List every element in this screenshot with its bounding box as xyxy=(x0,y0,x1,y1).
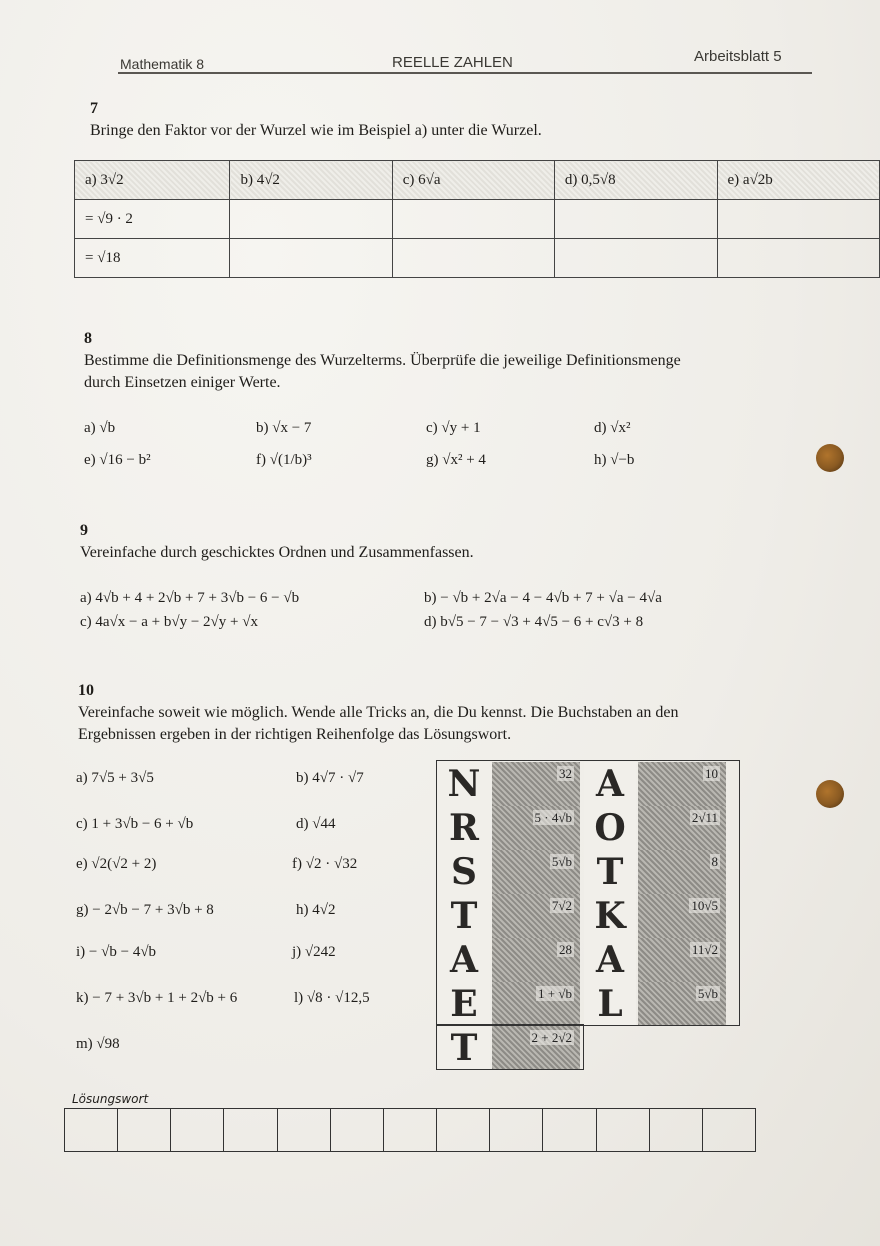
task-7-cell[interactable] xyxy=(554,200,717,239)
answer-grid xyxy=(436,760,740,1068)
grid-border-last xyxy=(436,1024,584,1070)
grid-result: 2 + 2√2 xyxy=(492,1026,580,1070)
grid-letter: E xyxy=(438,982,490,1026)
grid-letter: A xyxy=(438,938,490,982)
task-7-cell[interactable] xyxy=(554,239,717,278)
task-7-header-d: d) 0,5√8 xyxy=(554,161,717,200)
grid-letter: A xyxy=(584,938,636,982)
solution-box[interactable] xyxy=(597,1109,650,1151)
task-8-item-d: d) √x² xyxy=(594,420,631,436)
header-rule xyxy=(118,72,812,74)
task-10-item-a: a) 7√5 + 3√5 xyxy=(76,770,154,786)
task-10-item-f: f) √2 · √32 xyxy=(292,856,358,872)
task-10-item-h: h) 4√2 xyxy=(296,902,336,918)
task-7-example-row1: = √9 · 2 xyxy=(75,200,230,239)
task-7-header-c: c) 6√a xyxy=(392,161,554,200)
task-9-instruction: Vereinfache durch geschicktes Ordnen und Zusammenfassen. xyxy=(80,544,474,561)
task-8-item-g: g) √x² + 4 xyxy=(426,452,486,468)
task-7-cell[interactable] xyxy=(230,239,392,278)
task-10-instruction-2: Ergebnissen ergeben in der richtigen Reihenfolge das Lösungswort. xyxy=(78,726,512,743)
grid-result: 1 + √b xyxy=(492,982,580,1026)
grid-letter: A xyxy=(584,762,636,806)
solution-box[interactable] xyxy=(278,1109,331,1151)
task-10-item-d: d) √44 xyxy=(296,816,336,832)
task-9-item-c: c) 4a√x − a + b√y − 2√y + √x xyxy=(80,614,258,630)
grid-letter: T xyxy=(438,894,490,938)
grid-letter: R xyxy=(438,806,490,850)
grid-result: 11√2 xyxy=(638,938,726,982)
solution-box[interactable] xyxy=(703,1109,755,1151)
task-9-item-d: d) b√5 − 7 − √3 + 4√5 − 6 + c√3 + 8 xyxy=(424,614,644,630)
grid-result: 2√11 xyxy=(638,806,726,850)
solution-box[interactable] xyxy=(118,1109,171,1151)
grid-result: 5 · 4√b xyxy=(492,806,580,850)
grid-letter: S xyxy=(438,850,490,894)
grid-letter: T xyxy=(438,1026,490,1070)
task-9-item-b: b) − √b + 2√a − 4 − 4√b + 7 + √a − 4√a xyxy=(424,590,662,606)
task-10-item-e: e) √2(√2 + 2) xyxy=(76,856,157,872)
task-7-number: 7 xyxy=(90,100,98,117)
grid-result: 5√b xyxy=(638,982,726,1026)
task-10-item-l: l) √8 · √12,5 xyxy=(294,990,370,1006)
task-10-item-i: i) − √b − 4√b xyxy=(76,944,157,960)
solution-label: Lösungswort xyxy=(72,1092,149,1106)
task-9-number: 9 xyxy=(80,522,88,539)
punch-hole-bottom xyxy=(816,780,844,808)
solution-box[interactable] xyxy=(384,1109,437,1151)
task-7-cell[interactable] xyxy=(392,200,554,239)
task-7-header-e: e) a√2b xyxy=(717,161,879,200)
task-8-item-f: f) √(1/b)³ xyxy=(256,452,312,468)
task-10-item-k: k) − 7 + 3√b + 1 + 2√b + 6 xyxy=(76,990,238,1006)
task-7-header-b: b) 4√2 xyxy=(230,161,392,200)
task-7-instruction: Bringe den Faktor vor der Wurzel wie im Beispiel a) unter die Wurzel. xyxy=(90,122,542,139)
solution-box[interactable] xyxy=(331,1109,384,1151)
task-7-cell[interactable] xyxy=(717,239,879,278)
grid-letter: T xyxy=(584,850,636,894)
task-7-table xyxy=(74,160,880,278)
task-8-item-e: e) √16 − b² xyxy=(84,452,151,468)
task-10-number: 10 xyxy=(78,682,94,699)
grid-result: 10√5 xyxy=(638,894,726,938)
task-7-cell[interactable] xyxy=(392,239,554,278)
solution-box[interactable] xyxy=(65,1109,118,1151)
grid-result: 10 xyxy=(638,762,726,806)
task-10-item-b: b) 4√7 · √7 xyxy=(296,770,364,786)
solution-box[interactable] xyxy=(650,1109,703,1151)
grid-result: 5√b xyxy=(492,850,580,894)
task-8-item-b: b) √x − 7 xyxy=(256,420,312,436)
header-title: REELLE ZAHLEN xyxy=(392,54,513,71)
grid-letter: L xyxy=(584,982,636,1026)
punch-hole-top xyxy=(816,444,844,472)
grid-letter: O xyxy=(584,806,636,850)
task-8-item-a: a) √b xyxy=(84,420,116,436)
task-8-number: 8 xyxy=(84,330,92,347)
task-10-instruction-1: Vereinfache soweit wie möglich. Wende alle Tricks an, die Du kennst. Die Buchstaben an den xyxy=(78,704,679,721)
task-10-item-g: g) − 2√b − 7 + 3√b + 8 xyxy=(76,902,214,918)
task-8-instruction-2: durch Einsetzen einiger Werte. xyxy=(84,374,281,391)
solution-word-boxes[interactable] xyxy=(64,1108,756,1152)
task-8-instruction-1: Bestimme die Definitionsmenge des Wurzelterms. Überprüfe die jeweilige Definitionsmenge xyxy=(84,352,681,369)
grid-letter: N xyxy=(438,762,490,806)
header-subject: Mathematik 8 xyxy=(120,56,205,72)
task-8-item-h: h) √−b xyxy=(594,452,635,468)
task-10-item-c: c) 1 + 3√b − 6 + √b xyxy=(76,816,194,832)
task-9-item-a: a) 4√b + 4 + 2√b + 7 + 3√b − 6 − √b xyxy=(80,590,300,606)
task-10-item-j: j) √242 xyxy=(292,944,336,960)
task-7-header-a: a) 3√2 xyxy=(75,161,230,200)
grid-result: 8 xyxy=(638,850,726,894)
grid-result: 28 xyxy=(492,938,580,982)
grid-border xyxy=(436,760,740,1026)
solution-box[interactable] xyxy=(543,1109,596,1151)
grid-letter: K xyxy=(584,894,636,938)
task-7-example-row2: = √18 xyxy=(75,239,230,278)
grid-result: 32 xyxy=(492,762,580,806)
solution-box[interactable] xyxy=(171,1109,224,1151)
solution-box[interactable] xyxy=(490,1109,543,1151)
header-sheet: Arbeitsblatt 5 xyxy=(694,48,782,65)
grid-result: 7√2 xyxy=(492,894,580,938)
task-7-cell[interactable] xyxy=(717,200,879,239)
solution-box[interactable] xyxy=(437,1109,490,1151)
task-8-item-c: c) √y + 1 xyxy=(426,420,481,436)
task-7-cell[interactable] xyxy=(230,200,392,239)
task-10-item-m: m) √98 xyxy=(76,1036,120,1052)
solution-box[interactable] xyxy=(224,1109,277,1151)
